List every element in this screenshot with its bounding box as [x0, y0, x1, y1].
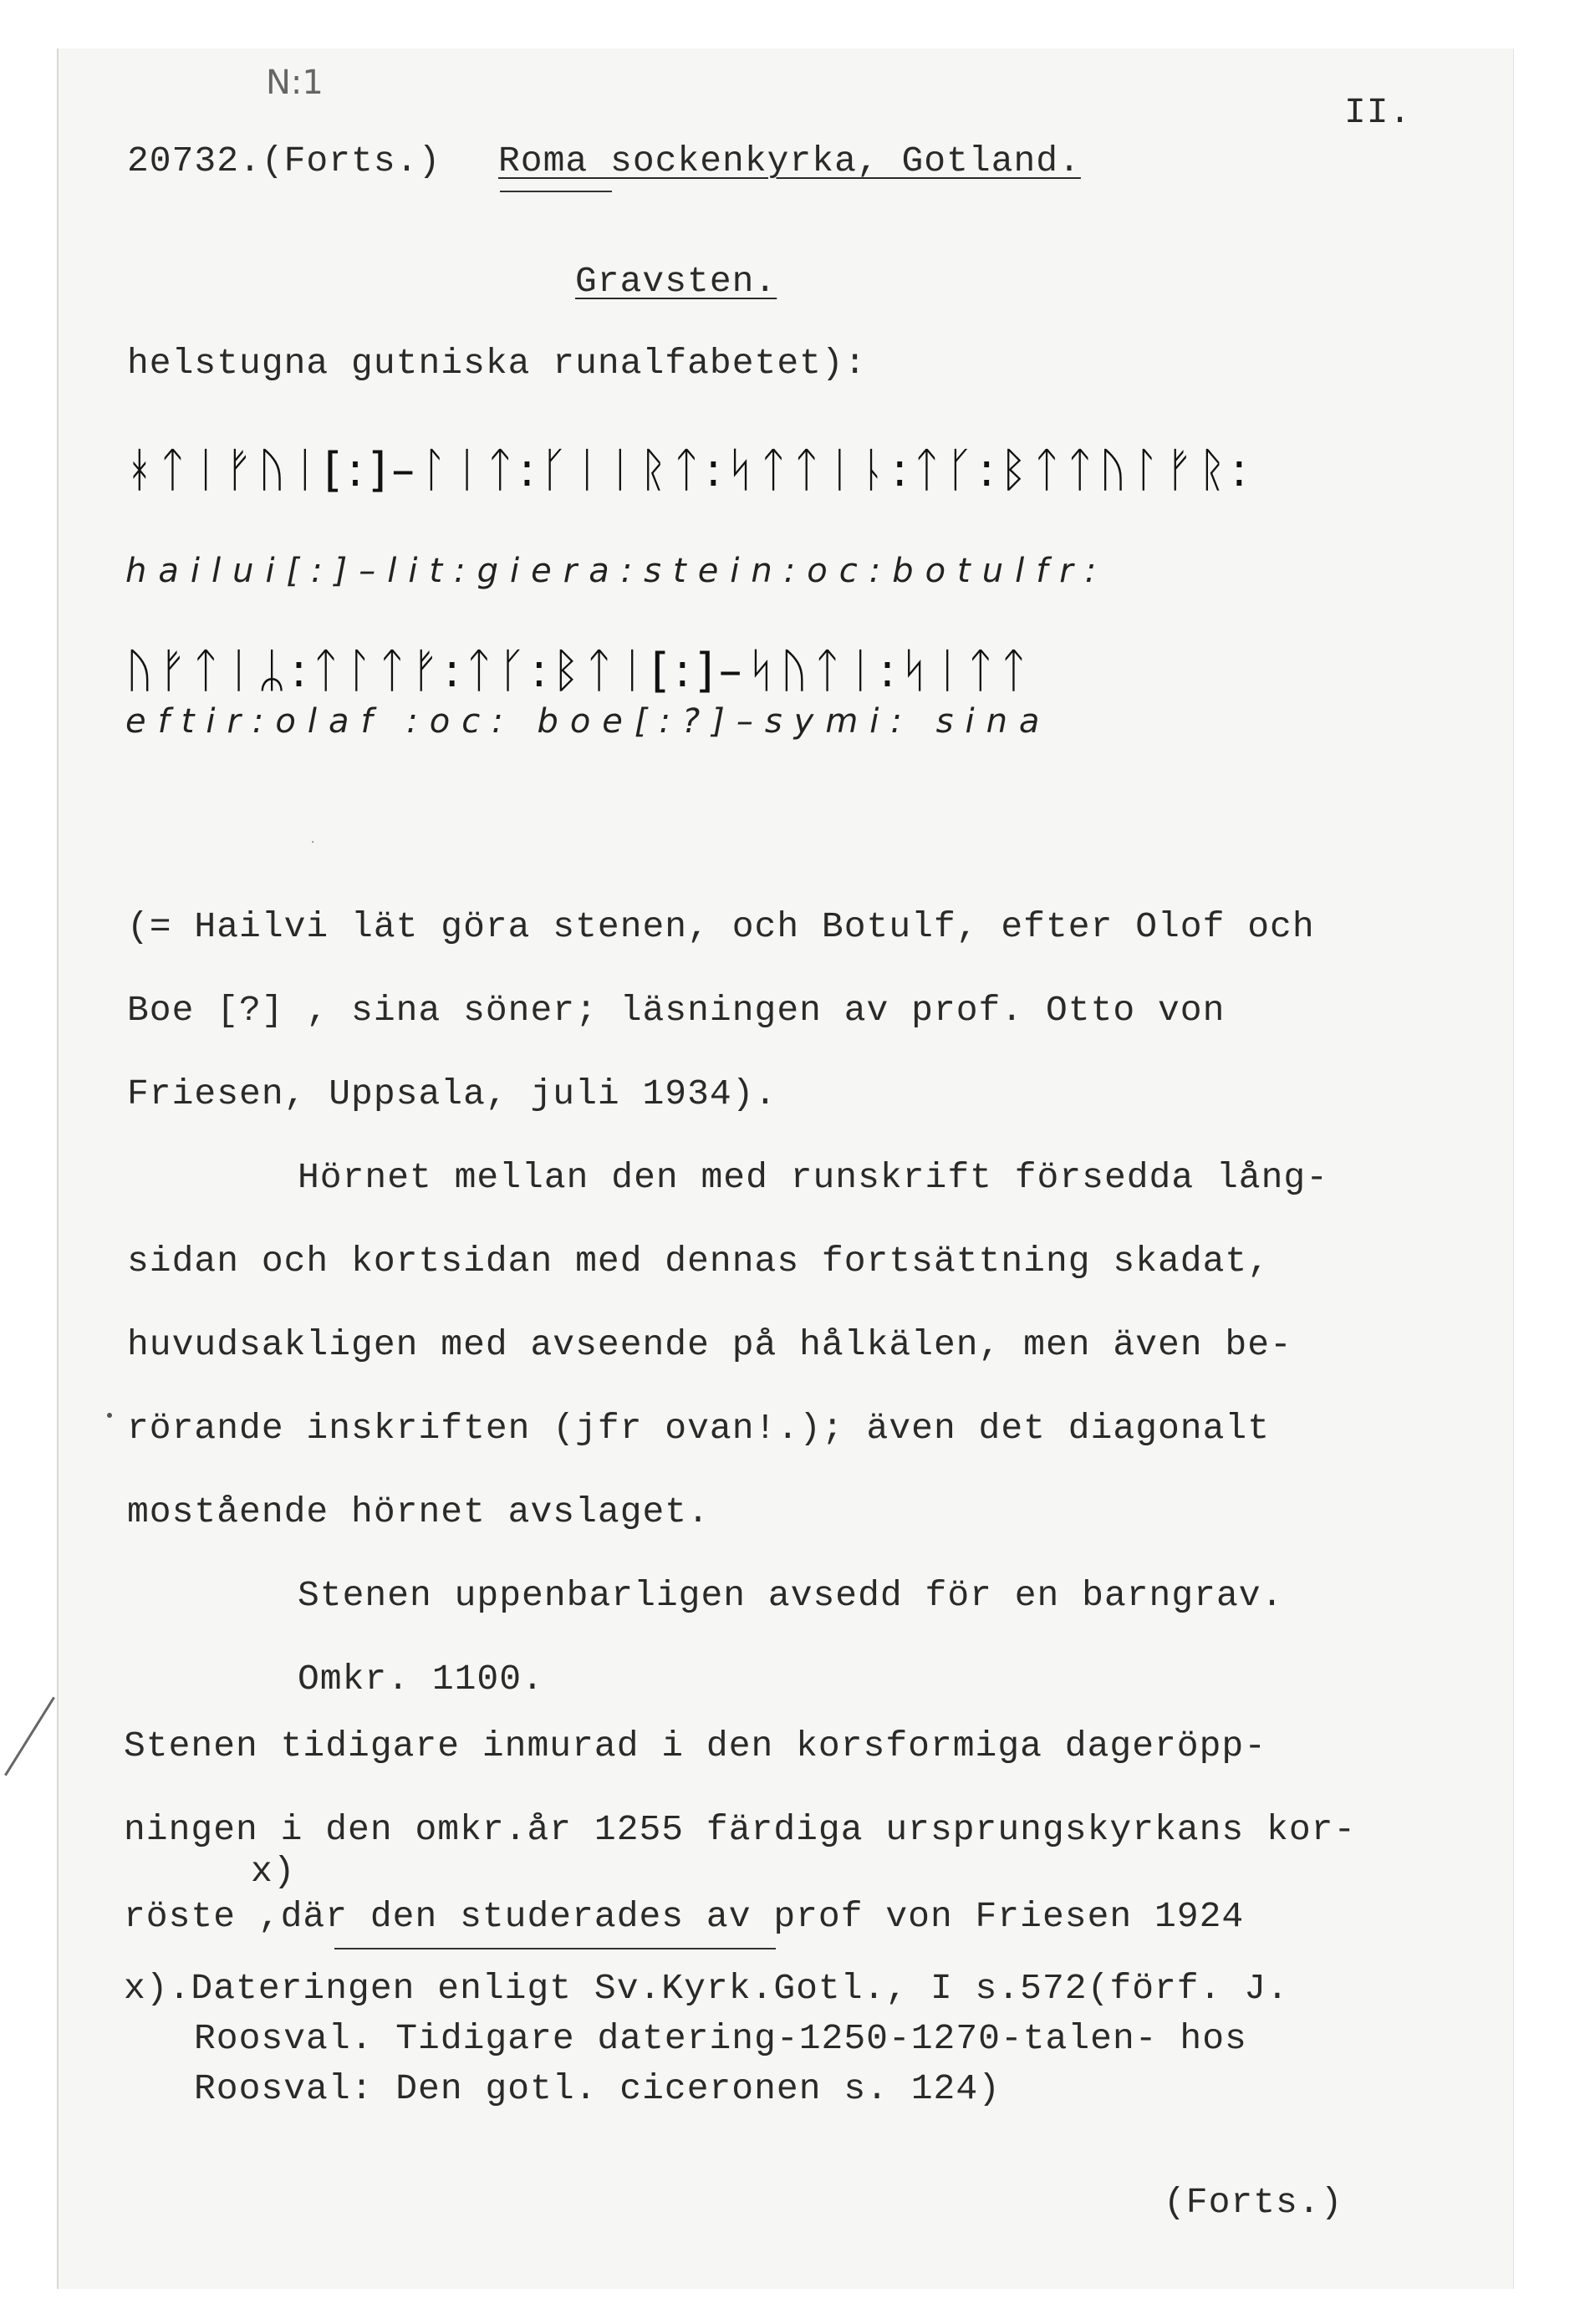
footnote-line-2: Roosval. Tidigare datering-1250-1270-talen- hos	[194, 2018, 1247, 2059]
body-line-10: Omkr. 1100.	[298, 1659, 544, 1700]
footnote-line-3: Roosval: Den gotl. ciceronen s. 124)	[194, 2068, 1001, 2109]
continued-label: (Forts.)	[1164, 2182, 1343, 2223]
body-line-8: mostående hörnet avslaget.	[127, 1491, 710, 1532]
intro-line: helstugna gutniska runalfabetet):	[127, 343, 867, 384]
footnote-marker: x)	[251, 1851, 296, 1892]
body-line-4: Hörnet mellan den med runskrift försedda lång-	[298, 1157, 1328, 1198]
page-number: II.	[1344, 92, 1412, 133]
body-line-2: Boe [?] , sina söner; läsningen av prof. Otto von	[127, 990, 1226, 1031]
pencil-number: N:1	[266, 64, 324, 102]
footnote-line-1: x).Dateringen enligt Sv.Kyrk.Gotl., I s.572(förf. J.	[124, 1968, 1289, 2009]
runic-inscription-line-1: ᚼᛏᛁᚠᚢᛁ[:]–ᛚᛁᛏ:ᚴᛁᛁᚱᛏ:ᛋᛏᛏᛁᚿ:ᛏᚴ:ᛒᛏᛏᚢᛚᚠᚱ:	[125, 443, 1252, 497]
body-line-5: sidan och kortsidan med dennas fortsättning skadat,	[127, 1241, 1271, 1282]
body-line-11: Stenen tidigare inmurad i den korsformiga dageröpp-	[124, 1725, 1267, 1766]
pencil-slash-mark	[4, 1697, 55, 1776]
title-extra-rule	[500, 191, 612, 192]
transliteration-line-2: eftir:olaf :oc: boe[:?]–symi: sina	[125, 702, 1052, 741]
runic-inscription-line-2: ᚢᚠᛏᛁᛦ:ᛏᛚᛏᚠ:ᛏᚴ:ᛒᛏᛁ[:]–ᛋᚢᛏᛁ:ᛋᛁᛏᛏ	[125, 644, 1033, 698]
reference-number: 20732.(Forts.)	[127, 140, 441, 181]
body-line-7: rörande inskriften (jfr ovan!.); även det diagonalt	[127, 1408, 1271, 1449]
body-line-1: (= Hailvi lät göra stenen, och Botulf, efter Olof och	[127, 906, 1315, 947]
margin-dot	[107, 1413, 112, 1418]
document-title: Roma sockenkyrka, Gotland.	[498, 140, 1081, 181]
body-line-6: huvudsakligen med avseende på hålkälen, men även be-	[127, 1324, 1292, 1365]
footnote-separator	[334, 1948, 776, 1949]
body-line-3: Friesen, Uppsala, juli 1934).	[127, 1073, 777, 1114]
section-heading: Gravsten.	[575, 261, 777, 302]
body-line-13: röste ,där den studerades av prof von Friesen 1924	[124, 1896, 1245, 1937]
transliteration-line-1: hailui[:]–lit:giera:stein:oc:botulfr:	[125, 552, 1108, 590]
pencil-dot: ·	[311, 836, 315, 849]
body-line-12: ningen i den omkr.år 1255 färdiga ursprungskyrkans kor-	[124, 1809, 1357, 1850]
body-line-9: Stenen uppenbarligen avsedd för en barngrav.	[298, 1575, 1284, 1616]
